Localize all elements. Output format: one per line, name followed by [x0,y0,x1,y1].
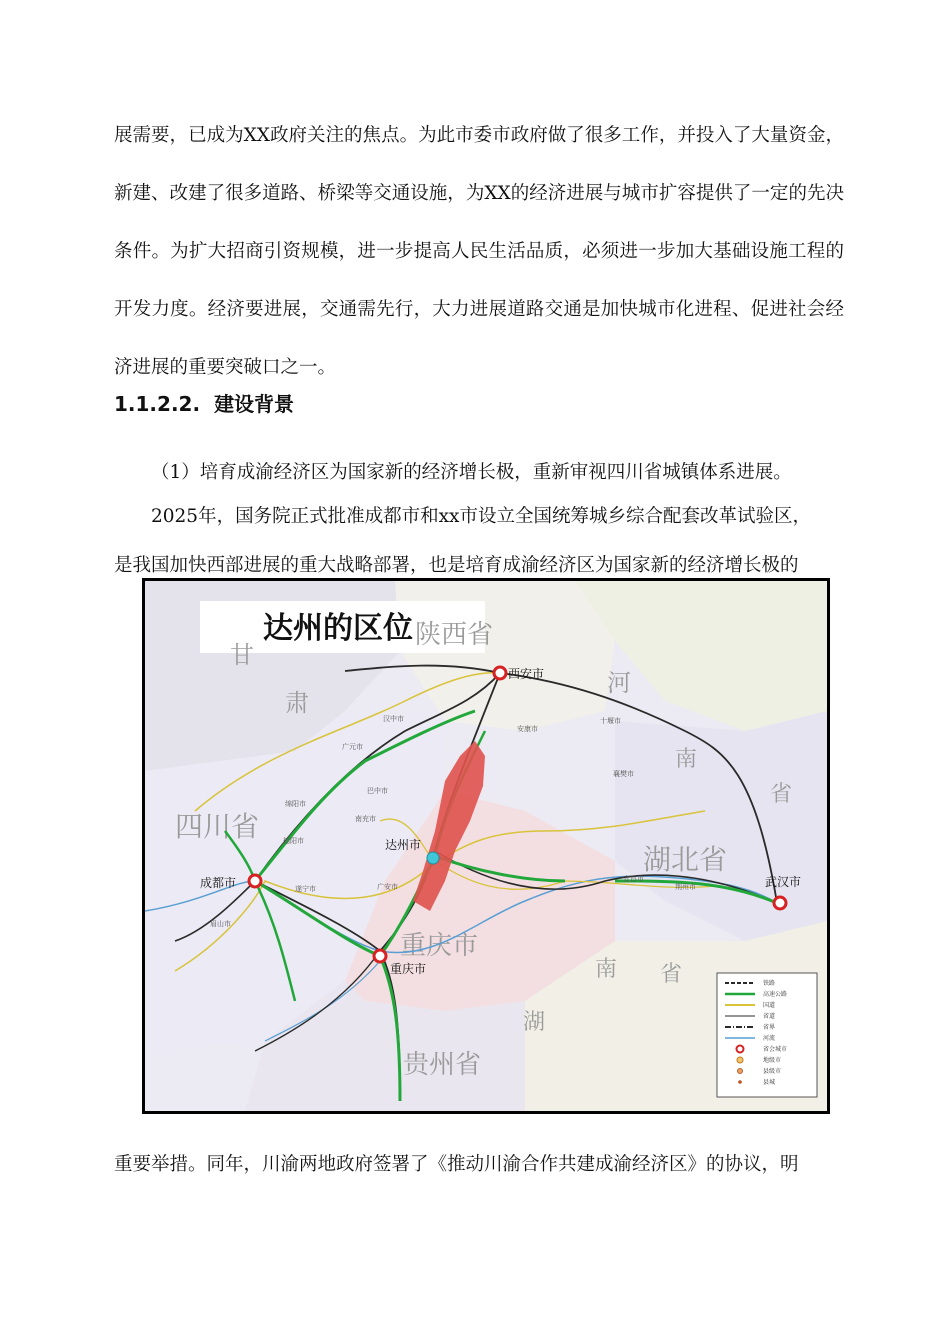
legend-label: 省界 [763,1024,776,1031]
small-city-label: 巴中市 [367,787,388,795]
city-label-dazhou: 达州市 [385,838,422,852]
map-legend [717,973,817,1097]
intro-paragraph: 展需要，已成为XX政府关注的焦点。为此市委市政府做了很多工作，并投入了大量资金，新建、改建了很多道路、桥梁等交通设施，为XX的经济进展与城市扩容提供了一定的先决条件。为扩大招商引资规模，进一步提高人民生活品质，必须进一步加大基础设施工程的开发力度。经济要进展，交通需先行，大力进展道路交通是加快城市化进程、促进社会经济进展的重要突破口之一。 [114,125,844,378]
section-number: 1.1.2.2. [114,392,201,416]
small-city-label: 广安市 [377,883,398,891]
location-map-figure [142,578,830,1114]
legend-label: 铁路 [763,980,776,987]
small-city-label: 安康市 [517,725,538,733]
city-label-wuhan: 武汉市 [765,875,802,889]
province-label: 甘 [230,641,254,669]
province-label: 湖北省 [643,843,728,876]
small-city-label: 南充市 [355,815,376,823]
province-label: 南 [675,747,698,772]
location-map [145,581,827,1111]
small-city-label: 汉中市 [383,715,404,723]
province-label: 贵州省 [403,1050,482,1080]
province-label: 四川省 [175,810,260,843]
map-title: 达州的区位 [263,611,413,646]
paragraph-2-line-3: 重要举措。同年，川渝两地政府签署了《推动川渝合作共建成渝经济区》的协议，明 [114,1154,799,1175]
province-label: 湖 [523,1010,546,1035]
legend-label: 地级市 [763,1057,782,1064]
small-city-label: 襄樊市 [613,770,634,778]
small-city-label: 德阳市 [283,837,304,845]
legend-label: 河流 [763,1035,776,1042]
small-city-label: 广元市 [342,743,363,751]
city-label-chengdu: 成都市 [200,876,237,890]
legend-label: 县级市 [763,1068,782,1075]
small-city-label: 十堰市 [600,717,621,725]
city-label-xian: 西安市 [508,667,545,681]
province-label: 南 [595,957,618,982]
legend-label: 高速公路 [763,991,788,998]
legend-label: 县城 [763,1079,776,1086]
small-city-label: 绵阳市 [285,800,306,808]
small-city-label: 眉山市 [210,920,231,928]
province-label: 河 [607,669,631,697]
province-label: 陕西省 [415,620,494,650]
legend-label: 省道 [763,1013,776,1020]
legend-label: 国道 [763,1002,776,1009]
small-city-label: 宜昌市 [623,875,644,883]
small-city-label: 荆州市 [675,883,696,891]
city-label-chongqing: 重庆市 [390,962,427,976]
paragraph-2-line-1: 2025年，国务院正式批准成都市和xx市设立全国统筹城乡综合配套改革试验区， [151,506,811,527]
province-label: 重庆市 [400,931,479,961]
paragraph-2-line-2: 是我国加快西部进展的重大战略部署，也是培育成渝经济区为国家新的经济增长极的 [114,555,799,576]
province-label: 省 [770,782,793,807]
section-title: 建设背景 [214,392,295,416]
point-1-text: （1）培育成渝经济区为国家新的经济增长极，重新审视四川省城镇体系进展。 [151,462,792,483]
legend-label: 省会城市 [763,1046,788,1053]
province-label: 省 [660,962,683,987]
section-heading [114,386,294,422]
province-label: 肃 [285,689,309,717]
small-city-label: 遂宁市 [295,885,316,893]
